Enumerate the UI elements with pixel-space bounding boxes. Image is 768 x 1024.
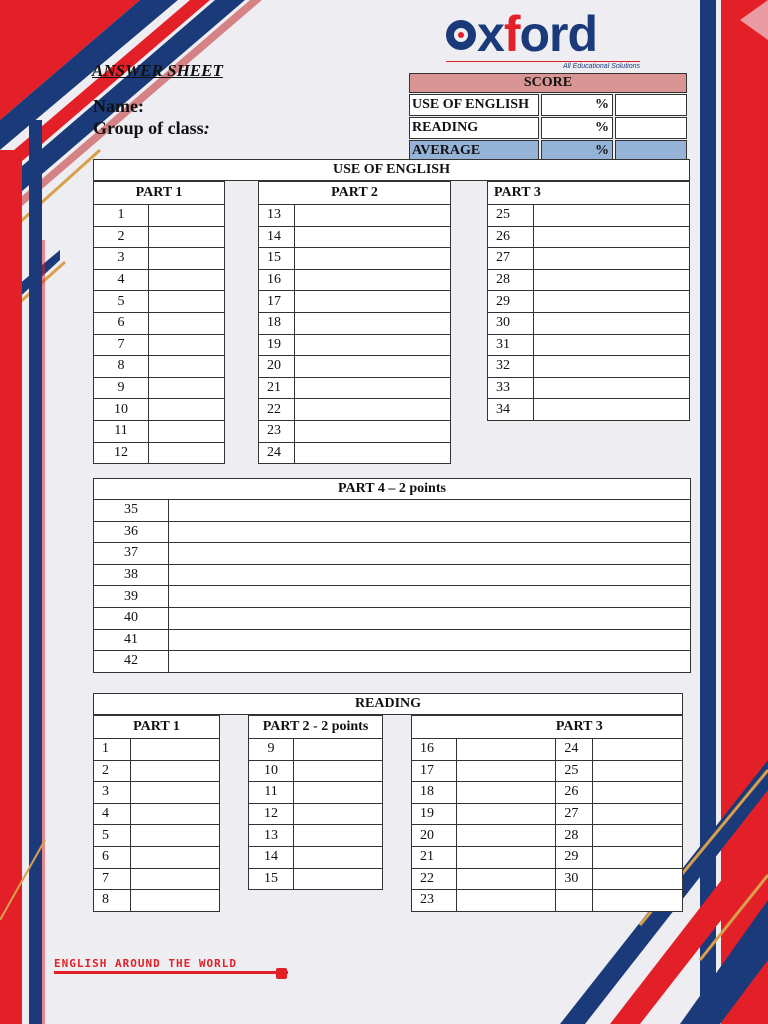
answer-field[interactable]	[149, 420, 225, 442]
answer-row	[488, 248, 690, 270]
answer-field[interactable]	[131, 739, 220, 761]
question-number: 22	[259, 399, 295, 421]
part4-title: PART 4 – 2 points	[93, 478, 691, 500]
score-label: AVERAGE	[409, 140, 539, 162]
answer-field[interactable]	[295, 420, 451, 442]
answer-row	[259, 377, 451, 399]
answer-field[interactable]	[169, 629, 691, 651]
answer-row	[259, 442, 451, 464]
answer-row	[249, 846, 383, 868]
answer-field[interactable]	[295, 442, 451, 464]
score-label: USE OF ENGLISH	[409, 94, 539, 116]
answer-row	[259, 399, 451, 421]
question-number: 14	[249, 846, 294, 868]
answer-row	[412, 825, 683, 847]
uoe-part1-table	[93, 181, 225, 464]
answer-field[interactable]	[149, 248, 225, 270]
uoe-part2-rows	[259, 205, 451, 464]
answer-row	[94, 226, 225, 248]
answer-row	[94, 543, 691, 565]
question-number: 1	[94, 205, 149, 227]
answer-row	[94, 377, 225, 399]
question-number: 15	[249, 868, 294, 890]
footer-slogan: ENGLISH AROUND THE WORLD	[54, 957, 237, 970]
question-number: 38	[94, 564, 169, 586]
score-percent: %	[541, 117, 613, 139]
group-of-class-label	[93, 118, 210, 139]
question-number: 30	[556, 868, 593, 890]
answer-row	[488, 377, 690, 399]
question-number: 4	[94, 269, 149, 291]
answer-field[interactable]	[169, 564, 691, 586]
question-number: 9	[94, 377, 149, 399]
question-number: 40	[94, 607, 169, 629]
question-number	[556, 890, 593, 912]
answer-row	[412, 846, 683, 868]
answer-field[interactable]	[295, 377, 451, 399]
footer-underline	[54, 971, 288, 974]
answer-field[interactable]	[534, 269, 690, 291]
question-number: 5	[94, 291, 149, 313]
answer-field[interactable]	[534, 334, 690, 356]
answer-row	[249, 803, 383, 825]
answer-row	[249, 739, 383, 761]
answer-row	[259, 205, 451, 227]
answer-field[interactable]	[534, 356, 690, 378]
answer-row	[259, 334, 451, 356]
answer-field[interactable]	[149, 291, 225, 313]
answer-field[interactable]	[295, 291, 451, 313]
question-number: 13	[249, 825, 294, 847]
answer-field[interactable]	[593, 739, 683, 761]
answer-field[interactable]	[534, 312, 690, 334]
answer-row	[259, 248, 451, 270]
answer-field[interactable]	[294, 868, 383, 890]
question-number: 26	[556, 782, 593, 804]
question-number: 28	[488, 269, 534, 291]
answer-field[interactable]	[169, 651, 691, 673]
answer-row	[488, 356, 690, 378]
answer-row	[94, 269, 225, 291]
answer-row	[412, 760, 683, 782]
answer-row	[94, 521, 691, 543]
answer-field[interactable]	[131, 782, 220, 804]
answer-row	[94, 607, 691, 629]
answer-field[interactable]	[593, 760, 683, 782]
answer-field[interactable]	[295, 356, 451, 378]
question-number: 21	[259, 377, 295, 399]
answer-row	[488, 334, 690, 356]
logo-letters-ord: ord	[519, 6, 598, 62]
answer-row	[94, 312, 225, 334]
question-number: 29	[488, 291, 534, 313]
answer-field[interactable]	[593, 782, 683, 804]
answer-row	[488, 312, 690, 334]
footer-dot-icon	[276, 968, 287, 979]
answer-row	[94, 868, 220, 890]
answer-field[interactable]	[456, 846, 556, 868]
score-row-reading	[409, 117, 687, 139]
question-number: 8	[94, 356, 149, 378]
answer-field[interactable]	[534, 226, 690, 248]
answer-row	[94, 782, 220, 804]
reading-part1-title: PART 1	[94, 716, 220, 739]
answer-row	[94, 760, 220, 782]
question-number: 17	[259, 291, 295, 313]
answer-field[interactable]	[534, 205, 690, 227]
answer-row	[94, 248, 225, 270]
logo-tagline: All Educational Solutions	[446, 61, 640, 70]
question-number: 29	[556, 846, 593, 868]
uoe-part1-title: PART 1	[94, 182, 225, 205]
answer-row	[94, 739, 220, 761]
answer-row	[259, 420, 451, 442]
question-number: 12	[249, 803, 294, 825]
answer-field[interactable]	[295, 226, 451, 248]
answer-row	[94, 399, 225, 421]
question-number: 39	[94, 586, 169, 608]
logo-o-icon	[446, 20, 476, 50]
answer-field[interactable]	[149, 226, 225, 248]
question-number: 19	[259, 334, 295, 356]
answer-row	[94, 205, 225, 227]
answer-row	[94, 334, 225, 356]
answer-row	[94, 890, 220, 912]
answer-field[interactable]	[295, 312, 451, 334]
question-number: 31	[488, 334, 534, 356]
reading-part3-table	[411, 715, 683, 912]
reading-part2-table	[248, 715, 383, 890]
question-number: 25	[488, 205, 534, 227]
uoe-part2-table	[258, 181, 451, 464]
question-number: 10	[94, 399, 149, 421]
question-number: 1	[94, 739, 131, 761]
answer-row	[412, 803, 683, 825]
score-value-field[interactable]	[615, 117, 687, 139]
answer-row	[94, 442, 225, 464]
answer-row	[249, 825, 383, 847]
question-number: 24	[556, 739, 593, 761]
question-number: 12	[94, 442, 149, 464]
answer-field[interactable]	[149, 312, 225, 334]
answer-field[interactable]	[169, 607, 691, 629]
answer-row	[94, 500, 691, 522]
answer-row	[94, 356, 225, 378]
answer-field[interactable]	[149, 399, 225, 421]
score-table	[409, 73, 687, 162]
answer-field[interactable]	[534, 291, 690, 313]
reading-part3-title: PART 3	[556, 716, 683, 739]
question-number: 18	[259, 312, 295, 334]
question-number: 2	[94, 226, 149, 248]
logo-wordmark	[446, 8, 646, 60]
answer-field[interactable]	[149, 377, 225, 399]
answer-field[interactable]	[169, 521, 691, 543]
part4-table	[93, 499, 691, 673]
answer-row	[94, 564, 691, 586]
answer-field[interactable]	[456, 739, 556, 761]
answer-row	[94, 825, 220, 847]
answer-field[interactable]	[593, 825, 683, 847]
answer-field[interactable]	[456, 890, 556, 912]
question-number: 37	[94, 543, 169, 565]
answer-field[interactable]	[456, 803, 556, 825]
answer-field[interactable]	[149, 442, 225, 464]
answer-row	[488, 269, 690, 291]
question-number: 2	[94, 760, 131, 782]
question-number: 11	[249, 782, 294, 804]
answer-field[interactable]	[456, 782, 556, 804]
reading-part2-rows	[249, 739, 383, 890]
score-value-field[interactable]	[615, 94, 687, 116]
question-number: 23	[259, 420, 295, 442]
reading-part2-title: PART 2 - 2 points	[249, 716, 383, 739]
reading-title: READING	[93, 693, 683, 715]
question-number: 24	[259, 442, 295, 464]
question-number: 8	[94, 890, 131, 912]
question-number: 28	[556, 825, 593, 847]
answer-row	[259, 312, 451, 334]
question-number: 10	[249, 760, 294, 782]
score-percent: %	[541, 94, 613, 116]
question-number: 9	[249, 739, 294, 761]
question-number: 5	[94, 825, 131, 847]
question-number: 35	[94, 500, 169, 522]
question-number: 6	[94, 846, 131, 868]
question-number: 16	[259, 269, 295, 291]
answer-field[interactable]	[593, 846, 683, 868]
logo-letter-x: x	[477, 6, 504, 62]
question-number: 42	[94, 651, 169, 673]
answer-field[interactable]	[593, 890, 683, 912]
answer-row	[412, 890, 683, 912]
question-number: 27	[556, 803, 593, 825]
question-number: 27	[488, 248, 534, 270]
answer-sheet-title: ANSWER SHEET	[92, 61, 223, 80]
answer-field[interactable]	[294, 782, 383, 804]
answer-field[interactable]	[295, 248, 451, 270]
answer-row	[488, 226, 690, 248]
question-number: 20	[412, 825, 457, 847]
answer-field[interactable]	[149, 356, 225, 378]
question-number: 19	[412, 803, 457, 825]
answer-field[interactable]	[295, 205, 451, 227]
question-number: 17	[412, 760, 457, 782]
answer-field[interactable]	[169, 586, 691, 608]
question-number: 7	[94, 334, 149, 356]
answer-row	[249, 760, 383, 782]
question-number: 3	[94, 248, 149, 270]
question-number: 20	[259, 356, 295, 378]
answer-field[interactable]	[169, 500, 691, 522]
question-number: 4	[94, 803, 131, 825]
reading-part3-spacer	[412, 716, 556, 739]
group-label-text: Group of class	[93, 118, 204, 138]
answer-field[interactable]	[593, 803, 683, 825]
answer-field[interactable]	[294, 846, 383, 868]
question-number: 13	[259, 205, 295, 227]
question-number: 14	[259, 226, 295, 248]
answer-field[interactable]	[534, 248, 690, 270]
question-number: 23	[412, 890, 457, 912]
uoe-part2-title: PART 2	[259, 182, 451, 205]
answer-row	[259, 291, 451, 313]
question-number: 15	[259, 248, 295, 270]
answer-field[interactable]	[294, 803, 383, 825]
answer-row	[488, 291, 690, 313]
question-number: 25	[556, 760, 593, 782]
logo-letter-f: f	[503, 6, 520, 62]
answer-row	[94, 629, 691, 651]
question-number: 7	[94, 868, 131, 890]
answer-field[interactable]	[294, 739, 383, 761]
oxford-logo	[446, 8, 646, 74]
answer-row	[259, 356, 451, 378]
reading-part3-rows	[412, 739, 683, 912]
question-number: 26	[488, 226, 534, 248]
answer-row	[412, 782, 683, 804]
answer-field[interactable]	[534, 377, 690, 399]
answer-field[interactable]	[131, 803, 220, 825]
answer-row	[94, 803, 220, 825]
answer-field[interactable]	[295, 269, 451, 291]
answer-field[interactable]	[295, 334, 451, 356]
answer-field[interactable]	[593, 868, 683, 890]
answer-row	[259, 226, 451, 248]
uoe-part3-table	[487, 181, 690, 421]
answer-row	[249, 868, 383, 890]
answer-field[interactable]	[131, 890, 220, 912]
score-label: READING	[409, 117, 539, 139]
answer-field[interactable]	[131, 846, 220, 868]
answer-field[interactable]	[131, 825, 220, 847]
question-number: 33	[488, 377, 534, 399]
question-number: 3	[94, 782, 131, 804]
question-number: 36	[94, 521, 169, 543]
name-label: Name:	[93, 96, 144, 116]
answer-row	[488, 399, 690, 421]
question-number: 41	[94, 629, 169, 651]
answer-row	[94, 420, 225, 442]
answer-row	[94, 651, 691, 673]
question-number: 11	[94, 420, 149, 442]
score-title: SCORE	[409, 73, 687, 93]
answer-field[interactable]	[534, 399, 690, 421]
use-of-english-title: USE OF ENGLISH	[93, 159, 690, 181]
reading-part1-rows	[94, 739, 220, 912]
answer-field[interactable]	[294, 760, 383, 782]
question-number: 34	[488, 399, 534, 421]
uoe-part3-rows	[488, 205, 690, 421]
part4-rows	[94, 500, 691, 673]
answer-row	[94, 846, 220, 868]
score-percent: %	[541, 140, 613, 162]
answer-row	[412, 868, 683, 890]
answer-field[interactable]	[295, 399, 451, 421]
question-number: 16	[412, 739, 457, 761]
answer-field[interactable]	[456, 760, 556, 782]
score-row-use-of-english	[409, 94, 687, 116]
question-number: 32	[488, 356, 534, 378]
answer-row	[412, 739, 683, 761]
answer-row	[94, 291, 225, 313]
answer-field[interactable]	[294, 825, 383, 847]
answer-row	[249, 782, 383, 804]
answer-field[interactable]	[149, 205, 225, 227]
answer-field[interactable]	[149, 269, 225, 291]
question-number: 22	[412, 868, 457, 890]
answer-row	[259, 269, 451, 291]
answer-field[interactable]	[169, 543, 691, 565]
answer-field[interactable]	[149, 334, 225, 356]
reading-part1-table	[93, 715, 220, 912]
question-number: 21	[412, 846, 457, 868]
answer-field[interactable]	[456, 825, 556, 847]
question-number: 6	[94, 312, 149, 334]
answer-field[interactable]	[456, 868, 556, 890]
answer-row	[488, 205, 690, 227]
question-number: 30	[488, 312, 534, 334]
uoe-part1-rows	[94, 205, 225, 464]
uoe-part3-title: PART 3	[488, 182, 690, 205]
answer-field[interactable]	[131, 868, 220, 890]
answer-field[interactable]	[131, 760, 220, 782]
question-number: 18	[412, 782, 457, 804]
group-label-colon: :	[203, 118, 210, 138]
answer-row	[94, 586, 691, 608]
